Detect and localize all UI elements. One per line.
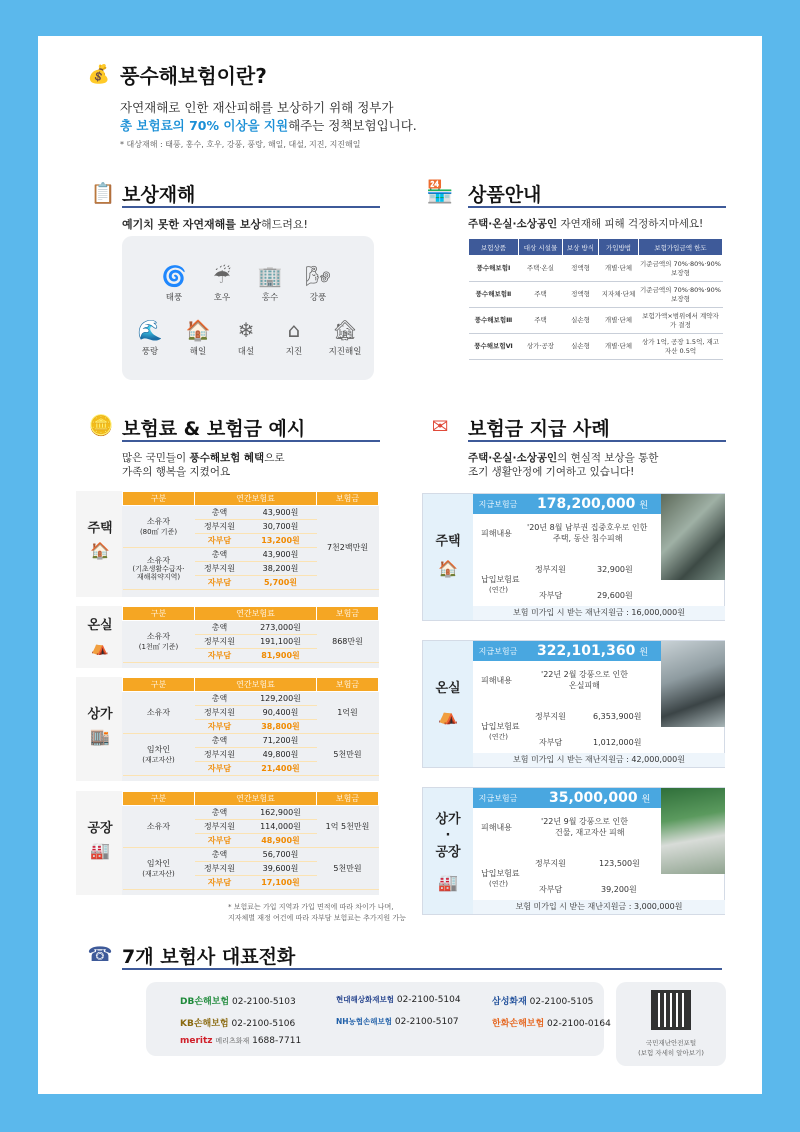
flood-icon: 🏢	[257, 264, 283, 288]
examples-footnote-2: 지자체별 재정 여건에 따라 자부담 보험료는 추가지원 가능	[228, 914, 406, 922]
table-cell: 풍수해보험Ⅵ	[469, 334, 519, 360]
examples-subtitle-1	[122, 450, 285, 465]
label-cell: 총액	[195, 806, 245, 820]
intro-title: 풍수해보험이란?	[120, 64, 267, 88]
qr-box	[616, 982, 726, 1066]
payouts-underline	[468, 440, 726, 442]
payout-amount-bar	[473, 641, 661, 661]
insurers-underline	[122, 968, 722, 970]
amount-value: 322,101,360	[537, 643, 636, 659]
damage-text: '20년 8월 남부권 집중호우로 인한	[527, 523, 648, 532]
disaster-item-heavy-rain	[200, 262, 244, 303]
payouts-subtitle-bold: 주택·온실·소상공인	[468, 452, 558, 464]
amount-label: 지급보험금	[478, 499, 518, 509]
column-header: 보험가입금액 한도	[639, 239, 723, 256]
who-label: 소유자	[146, 821, 171, 831]
label-cell: 정부지원	[195, 862, 245, 876]
table-header-row	[123, 678, 379, 692]
insurer-meritz	[180, 1036, 301, 1046]
compensation-underline	[122, 206, 380, 208]
payout-cell: 868만원	[317, 621, 379, 663]
insurer-name: KB손해보험	[180, 1019, 229, 1029]
damage-photo	[661, 788, 725, 874]
table-header-row	[123, 607, 379, 621]
card-category: 온실	[87, 618, 113, 633]
table-cell: 상가 1억, 공장 1.5억, 재고자산 0.5억	[639, 334, 723, 360]
typhoon-icon: 🌀	[161, 264, 187, 288]
example-card-factory	[76, 791, 379, 895]
disaster-item-tsunami	[176, 316, 220, 357]
insurer-nh	[336, 1016, 459, 1027]
column-header: 보험금	[317, 792, 379, 806]
payout-category	[425, 681, 471, 697]
label-cell: 총액	[195, 848, 245, 862]
shop-icon: 🏬	[90, 726, 110, 746]
payout-card-house	[422, 493, 725, 621]
disaster-label: 태풍	[165, 293, 183, 303]
table-header-row	[123, 792, 379, 806]
table-cell: 실손형	[563, 308, 599, 334]
who-cell	[123, 806, 195, 848]
value-cell: 5,700원	[245, 576, 317, 590]
own-label: 자부담	[539, 885, 563, 894]
intro-line-1: 자연재해로 인한 재산피해를 보상하기 위해 정부가	[120, 100, 394, 115]
intro-line-2-rest: 해주는 정책보험입니다.	[288, 118, 417, 133]
column-header: 연간보험료	[195, 678, 317, 692]
label-cell: 자부담	[195, 649, 245, 663]
table-cell: 개별·단체	[599, 334, 639, 360]
own-value: 1,012,000원	[593, 738, 642, 747]
house-icon: 🏠	[90, 540, 110, 560]
premium-label: 납입보험료	[481, 722, 520, 731]
who-cell	[123, 692, 195, 734]
label-cell: 정부지원	[195, 562, 245, 576]
insurer-hyundai	[336, 994, 461, 1005]
value-cell: 38,800원	[245, 720, 317, 734]
amount-label: 지급보험금	[478, 793, 518, 803]
value-cell: 13,200원	[245, 534, 317, 548]
payout-footer: 보험 미가입 시 받는 재난지원금 : 3,000,000원	[473, 900, 725, 914]
disaster-item-strong-wind	[296, 262, 340, 303]
payouts-subtitle-text: 의 현실적 보상을 통한	[557, 452, 659, 464]
examples-underline	[122, 440, 380, 442]
value-cell: 30,700원	[245, 520, 317, 534]
value-cell: 43,900원	[245, 506, 317, 520]
payout-cell: 1억 5천만원	[317, 806, 379, 848]
compensation-subtitle	[122, 216, 308, 232]
compensation-subtitle-rest: 해드려요!	[261, 218, 308, 231]
value-cell: 129,200원	[245, 692, 317, 706]
damage-text: '22년 2월 강풍으로 인한	[541, 670, 628, 679]
payout-category	[425, 812, 471, 861]
disaster-item-snow	[224, 316, 268, 357]
own-value: 29,600원	[597, 591, 633, 600]
disaster-label: 대설	[237, 347, 255, 357]
amount-unit: 원	[639, 647, 649, 658]
amount-unit: 원	[641, 794, 651, 805]
who-label: 소유자	[146, 632, 171, 642]
column-header: 보험상품	[469, 239, 519, 256]
house-coins-icon: 🏠	[438, 558, 458, 578]
who-label: 소유자	[146, 555, 171, 565]
label-cell: 자부담	[195, 576, 245, 590]
label-cell: 정부지원	[195, 820, 245, 834]
payout-cell: 5천만원	[317, 848, 379, 890]
payout-cell: 5천만원	[317, 734, 379, 776]
card-category: 공장	[87, 821, 113, 836]
label-cell: 총액	[195, 506, 245, 520]
products-subtitle-bold: 주택·온실·소상공인	[468, 218, 558, 230]
qr-code[interactable]	[651, 990, 691, 1030]
premium-label-sub: (연간)	[489, 880, 508, 888]
table-cell: 풍수해보험Ⅱ	[469, 282, 519, 308]
amount-unit: 원	[639, 500, 649, 511]
table-cell: 개별·단체	[599, 256, 639, 282]
value-cell: 90,400원	[245, 706, 317, 720]
wave-icon: 🌊	[137, 318, 163, 342]
insurers-title: 7개 보험사 대표전화	[122, 946, 296, 968]
insurer-phone-box	[146, 982, 611, 1056]
store-icon: 🏪	[426, 179, 454, 205]
insurer-kb	[180, 1016, 295, 1029]
who-label: 임차인	[146, 745, 171, 755]
label-cell: 자부담	[195, 762, 245, 776]
table-cell: 정액형	[563, 282, 599, 308]
table-cell: 실손형	[563, 334, 599, 360]
damage-photo	[661, 641, 725, 727]
label-cell: 총액	[195, 734, 245, 748]
envelope-icon: ✉	[431, 414, 449, 438]
who-cell	[123, 621, 195, 663]
value-cell: 114,000원	[245, 820, 317, 834]
payout-amount-bar	[473, 788, 661, 808]
money-bag-icon: 💰	[87, 63, 111, 85]
examples-subtitle-text: 많은 국민들이	[122, 452, 190, 464]
damage-photo	[661, 494, 725, 580]
products-table	[468, 238, 723, 360]
own-value: 39,200원	[601, 885, 637, 894]
example-table-house	[122, 491, 379, 590]
who-sub: (1천㎡ 기준)	[138, 642, 179, 651]
column-header: 대상 시설물	[519, 239, 563, 256]
value-cell: 273,000원	[245, 621, 317, 635]
own-label: 자부담	[539, 591, 563, 600]
damage-text: 주택, 동산 침수피해	[553, 534, 623, 543]
intro-line-2	[120, 116, 417, 134]
payout-category-text: ·	[445, 828, 451, 844]
premium-label-sub: (연간)	[489, 586, 508, 594]
products-subtitle	[468, 216, 703, 231]
table-cell: 기준금액의 70%·80%·90% 보장형	[639, 256, 723, 282]
payout-amount-bar	[473, 494, 661, 514]
payout-footer: 보험 미가입 시 받는 재난지원금 : 16,000,000원	[473, 606, 725, 620]
gov-label: 정부지원	[535, 565, 566, 574]
value-cell: 43,900원	[245, 548, 317, 562]
column-header: 보험금	[317, 678, 379, 692]
table-cell: 지자체·단체	[599, 282, 639, 308]
payout-card-greenhouse	[422, 640, 725, 768]
table-row	[123, 692, 379, 706]
payout-cell: 7천2백만원	[317, 506, 379, 590]
who-sub: (80㎡ 기준)	[139, 527, 178, 536]
examples-subtitle-bold: 풍수해보험 혜택	[189, 452, 265, 464]
table-row	[469, 308, 723, 334]
payouts-title: 보험금 지급 사례	[468, 418, 610, 440]
card-category: 주택	[87, 521, 113, 536]
who-cell	[123, 848, 195, 890]
insurer-name: 한화손해보험	[492, 1019, 545, 1029]
table-header-row	[123, 492, 379, 506]
heavy-rain-icon: ☔	[213, 264, 231, 288]
disaster-label: 강풍	[309, 293, 327, 303]
disaster-label: 풍랑	[141, 347, 159, 357]
payout-footer: 보험 미가입 시 받는 재난지원금 : 42,000,000원	[473, 753, 725, 767]
table-row	[469, 256, 723, 282]
table-cell: 주택	[519, 282, 563, 308]
payout-category-text: 상가	[435, 812, 461, 827]
value-cell: 49,800원	[245, 748, 317, 762]
products-subtitle-rest: 자연재해 피해 걱정하지마세요!	[557, 218, 704, 230]
column-header: 보험금	[317, 492, 379, 506]
card-category: 상가	[87, 707, 113, 722]
amount-value: 178,200,000	[537, 496, 636, 512]
value-cell: 38,200원	[245, 562, 317, 576]
products-underline	[468, 206, 726, 208]
label-cell: 자부담	[195, 534, 245, 548]
insurer-phone: 02-2100-5107	[394, 1017, 459, 1027]
payouts-subtitle-1	[468, 450, 658, 465]
who-sub: (기초생활수급자·	[132, 565, 185, 574]
label-cell: 정부지원	[195, 520, 245, 534]
insurer-samsung	[492, 994, 593, 1007]
table-row	[469, 282, 723, 308]
insurer-phone: 02-2100-0164	[547, 1019, 611, 1029]
label-cell: 정부지원	[195, 706, 245, 720]
disaster-box	[122, 236, 374, 380]
gov-label: 정부지원	[535, 859, 566, 868]
label-cell: 총액	[195, 621, 245, 635]
strong-wind-icon: 🌬	[305, 264, 331, 288]
greenhouse-coins-icon: ⛺	[438, 705, 458, 725]
disaster-label: 해일	[189, 347, 207, 357]
insurer-hanwha	[492, 1016, 611, 1029]
column-header: 구분	[123, 792, 195, 806]
who-cell	[123, 548, 195, 590]
value-cell: 71,200원	[245, 734, 317, 748]
examples-subtitle-2: 가족의 행복을 지켰어요	[122, 466, 231, 478]
shop-coins-icon: 🏭	[438, 872, 458, 892]
damage-text: '22년 9월 강풍으로 인한	[541, 817, 628, 826]
value-cell: 21,400원	[245, 762, 317, 776]
who-sub: 재해취약지역)	[136, 573, 181, 582]
value-cell: 48,900원	[245, 834, 317, 848]
gov-label: 정부지원	[535, 712, 566, 721]
table-cell: 기준금액의 70%·80%·90% 보장형	[639, 282, 723, 308]
products-title: 상품안내	[468, 184, 542, 206]
intro-line-2-accent: 총 보험료의 70% 이상을 지원	[120, 118, 289, 133]
column-header: 보상 방식	[563, 239, 599, 256]
coins-icon: 🪙	[88, 413, 114, 437]
who-label: 소유자	[146, 517, 171, 527]
qr-caption-2: (보험 자세히 알아보기)	[638, 1049, 704, 1057]
disaster-item-earthquake	[272, 316, 316, 357]
insurer-phone: 1688-7711	[252, 1036, 302, 1046]
value-cell: 17,100원	[245, 876, 317, 890]
column-header: 연간보험료	[195, 607, 317, 621]
value-cell: 162,900원	[245, 806, 317, 820]
gov-value: 32,900원	[597, 565, 633, 574]
table-cell: 주택·온실	[519, 256, 563, 282]
poster-sheet	[38, 36, 762, 1094]
table-cell: 상가·공장	[519, 334, 563, 360]
damage-text: 온실피해	[569, 681, 600, 690]
damage-label: 피해내용	[481, 676, 512, 685]
factory-icon: 🏭	[90, 840, 110, 860]
example-table-factory	[122, 791, 379, 890]
gov-value: 123,500원	[599, 859, 640, 868]
table-row	[123, 734, 379, 748]
label-cell: 정부지원	[195, 635, 245, 649]
premium-label: 납입보험료	[481, 575, 520, 584]
own-label: 자부담	[539, 738, 563, 747]
disaster-item-typhoon	[152, 262, 196, 303]
earthquake-icon: ⌂	[287, 318, 301, 342]
insurer-phone: 02-2100-5103	[231, 997, 296, 1007]
column-header: 연간보험료	[195, 492, 317, 506]
who-label: 소유자	[146, 707, 171, 717]
who-cell	[123, 506, 195, 548]
insurer-name: 삼성화재	[492, 997, 527, 1007]
example-table-shop	[122, 677, 379, 776]
insurer-db	[180, 994, 296, 1007]
clipboard-icon: 📋	[90, 181, 116, 205]
insurer-phone: 02-2100-5106	[231, 1019, 296, 1029]
insurer-name: 현대해상화재보험	[336, 995, 394, 1004]
examples-footnote-1: * 보험료는 가입 지역과 가입 면적에 따라 차이가 나며,	[228, 903, 394, 911]
table-header-row	[469, 239, 723, 256]
table-cell: 보험가액×범위에서 계약자가 결정	[639, 308, 723, 334]
compensation-title: 보상재해	[122, 184, 196, 206]
examples-title: 보험료 & 보험금 예시	[122, 418, 306, 440]
column-header: 가입방법	[599, 239, 639, 256]
table-cell: 주택	[519, 308, 563, 334]
value-cell: 191,100원	[245, 635, 317, 649]
label-cell: 총액	[195, 692, 245, 706]
compensation-subtitle-bold: 예기치 못한 자연재해를 보상	[122, 218, 261, 231]
amount-label: 지급보험금	[478, 646, 518, 656]
tsunami-icon: 🏠	[185, 318, 211, 342]
example-card-greenhouse	[76, 606, 379, 668]
insurer-sub: 메리츠화재	[215, 1037, 250, 1045]
disaster-item-flood	[248, 262, 292, 303]
disaster-label: 지진	[285, 347, 303, 357]
table-row	[123, 506, 379, 520]
who-sub: (재고자산)	[142, 755, 175, 764]
label-cell: 자부담	[195, 876, 245, 890]
column-header: 구분	[123, 607, 195, 621]
greenhouse-icon: ⛺	[91, 640, 109, 656]
table-cell: 풍수해보험Ⅲ	[469, 308, 519, 334]
damage-label: 피해내용	[481, 823, 512, 832]
label-cell: 정부지원	[195, 748, 245, 762]
qr-caption-1: 국민재난안전포털	[645, 1039, 697, 1047]
premium-label-sub: (연간)	[489, 733, 508, 741]
example-card-shop	[76, 677, 379, 781]
label-cell: 자부담	[195, 834, 245, 848]
payouts-subtitle-2: 조기 생활안정에 기여하고 있습니다!	[468, 466, 635, 478]
who-label: 임차인	[146, 859, 171, 869]
table-row	[469, 334, 723, 360]
insurer-phone: 02-2100-5104	[396, 995, 461, 1005]
column-header: 구분	[123, 678, 195, 692]
insurer-name: meritz	[180, 1036, 213, 1046]
payout-category-text: 공장	[435, 844, 461, 860]
examples-subtitle-text: 으로	[264, 452, 285, 464]
table-row	[123, 848, 379, 862]
column-header: 구분	[123, 492, 195, 506]
damage-text: 건물, 재고자산 피해	[555, 828, 625, 837]
disaster-item-earthquake-tsunami	[320, 316, 370, 357]
table-row	[123, 621, 379, 635]
table-cell: 정액형	[563, 256, 599, 282]
table-cell: 풍수해보험Ⅰ	[469, 256, 519, 282]
disaster-label: 호우	[213, 293, 231, 303]
insurer-name: NH농협손해보험	[336, 1017, 393, 1026]
disaster-label: 홍수	[261, 293, 279, 303]
value-cell: 81,900원	[245, 649, 317, 663]
phone-icon: ☎	[87, 942, 113, 966]
damage-label: 피해내용	[481, 529, 512, 538]
premium-label: 납입보험료	[481, 869, 520, 878]
table-row	[123, 806, 379, 820]
intro-note: * 대상재해 : 태풍, 홍수, 호우, 강풍, 풍랑, 해일, 대설, 지진, 지진해일	[120, 140, 361, 149]
gov-value: 6,353,900원	[593, 712, 642, 721]
value-cell: 39,600원	[245, 862, 317, 876]
payout-cell: 1억원	[317, 692, 379, 734]
value-cell: 56,700원	[245, 848, 317, 862]
payout-card-shop-factory	[422, 787, 725, 915]
column-header: 보험금	[317, 607, 379, 621]
table-cell: 개별·단체	[599, 308, 639, 334]
label-cell: 총액	[195, 548, 245, 562]
insurer-phone: 02-2100-5105	[529, 997, 594, 1007]
who-cell	[123, 734, 195, 776]
who-sub: (재고자산)	[142, 869, 175, 878]
amount-value: 35,000,000	[549, 790, 638, 806]
payout-category	[425, 534, 471, 550]
insurer-name: DB손해보험	[180, 997, 230, 1007]
example-table-greenhouse	[122, 606, 379, 663]
snow-icon: ❄	[237, 318, 255, 342]
example-card-house	[76, 491, 379, 597]
earthquake-tsunami-icon: 🏚	[332, 318, 358, 342]
label-cell: 자부담	[195, 720, 245, 734]
disaster-label: 지진해일	[328, 347, 362, 357]
payout-category-text: 주택	[435, 534, 461, 549]
disaster-item-wave	[128, 316, 172, 357]
column-header: 연간보험료	[195, 792, 317, 806]
payout-category-text: 온실	[435, 681, 461, 696]
